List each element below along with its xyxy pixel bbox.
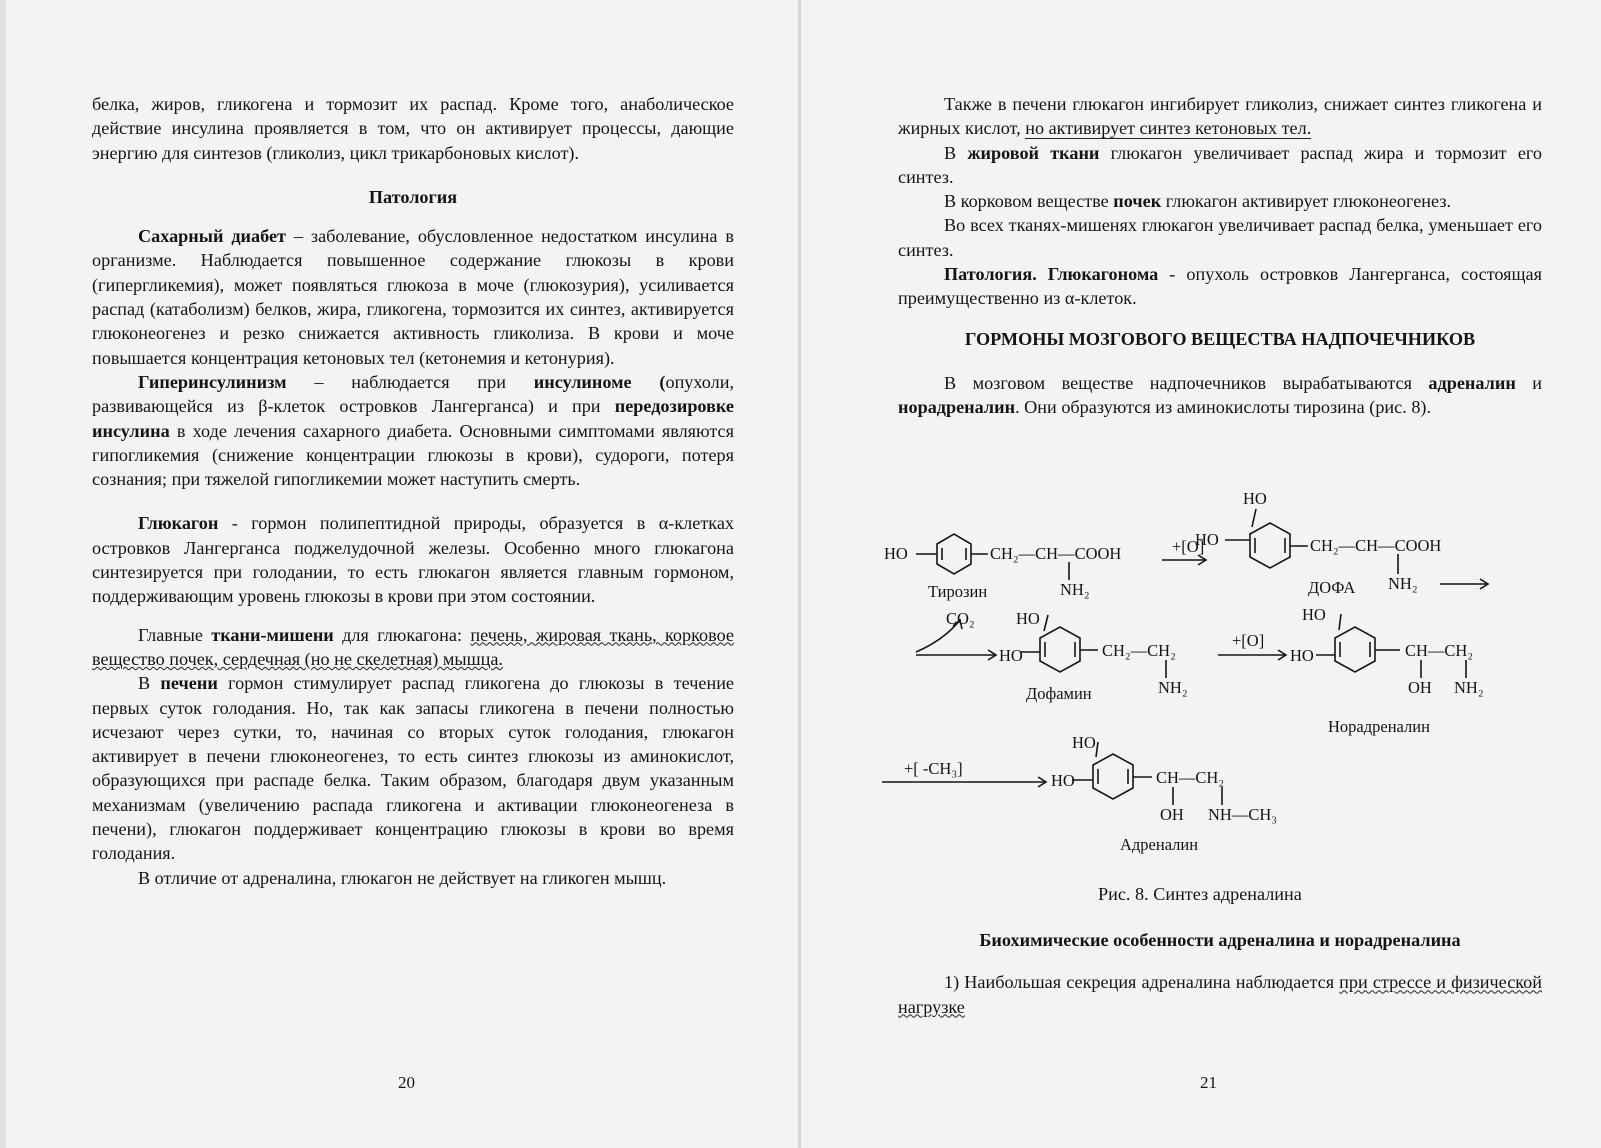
tyrosine-nh2: NH₂ — [1060, 580, 1090, 599]
tyrosine-ho: HO — [884, 544, 908, 563]
glucagon-text: - гормон полипептидной природы, образуется в α-клетках островков Лангерганса поджелудочной железы. Особенно много глюкагона синтезируется при голодании, то есть глюкагон является главным гормоном, поддерживающим уровень глюкозы в крови при этом состоянии. — [92, 513, 734, 607]
all-tissues-paragraph: Во всех тканях-мишенях глюкагон увеличивает распад белка, уменьшает его синтез. — [898, 215, 1542, 260]
target-tissues-paragraph — [92, 623, 734, 672]
fat-text-2: глюкагон увеличивает распад жира и тормозит его синтез. — [898, 142, 1542, 187]
adrenaline-label: Адреналин — [1120, 835, 1199, 854]
adrenaline-oh: OH — [1160, 805, 1184, 824]
point-1-text: 1) Наибольшая секреция адреналина наблюдается — [944, 972, 1340, 993]
diabetes-paragraph — [92, 224, 734, 370]
glucagonoma-paragraph — [898, 262, 1542, 311]
noradrenaline-ring — [1335, 627, 1375, 672]
dopamine-side-chain: CH₂—CH₂ — [1102, 641, 1176, 660]
hyperinsulinism-paragraph — [92, 370, 734, 491]
noradrenaline-side-chain: CH—CH₂ — [1405, 641, 1474, 660]
ketone-bodies-underlined: но активирует синтез кетоновых тел. — [1025, 118, 1312, 139]
target-tissues-list: печень, жировая ткань, корковое вещество почек, сердечная (но не скелетная) мышца. — [92, 624, 734, 669]
kidney-term: почек — [1113, 191, 1162, 212]
page-number-right: 21 — [1200, 1073, 1217, 1092]
tyrosine-side-chain: CH₂—CH—COOH — [990, 544, 1122, 563]
left-page-text — [92, 92, 734, 890]
dopamine-ho-top: HO — [1016, 609, 1040, 628]
dopa-ring — [1250, 523, 1290, 568]
target-tissues-term: ткани-мишени — [211, 624, 334, 645]
medulla-text-1: В мозговом веществе надпочечников вырабатываются — [944, 372, 1429, 393]
glucagon-term: Глюкагон — [138, 513, 219, 534]
fat-text-1: В — [944, 142, 968, 163]
glucagonoma-text: - опухоль островков Лангерганса, состоящая преимущественно из α-клеток. — [898, 264, 1542, 309]
oxidation-label-2: +[O] — [1232, 631, 1265, 650]
dopa-label: ДОФА — [1308, 578, 1356, 597]
adrenal-medulla-paragraph — [898, 371, 1542, 420]
co2-label: CO₂ — [946, 609, 975, 628]
kidney-text-1: В корковом веществе — [944, 191, 1114, 212]
glucagonoma-term: Патология. Глюкагонома — [944, 264, 1159, 285]
oxidation-label-1: +[O] — [1172, 537, 1205, 556]
liver-text-2: гормон стимулирует распад гликогена до глюкозы в течение первых суток голодания. Но, так как запасы гликогена в печени полностью исчезают через сутки, то, начиная со вторых суток голодания, глюкагон активирует в печени глюконеогенез, то есть синтез глюкозы из аминокислот, образующихся при распаде белка. Таким образом, благодаря двум указанным механизмам (увеличению распада гликогена и активации глюконеогенеза в печени), глюкагон поддерживает концентрацию глюкозы в крови во время голодания. — [92, 673, 734, 864]
fat-tissue-term: жировой ткани — [967, 142, 1100, 163]
pathology-heading: Патология — [368, 186, 458, 207]
intro-paragraph: белка, жиров, гликогена и тормозит их распад. Кроме того, анаболическое действие инсулина проявляется в том, что он активирует процессы, дающие энергию для синтезов (гликолиз, цикл трикарбоновых кислот). — [92, 94, 734, 163]
liver-glycolysis-paragraph — [898, 92, 1542, 141]
noradrenaline-oh: OH — [1408, 678, 1432, 697]
liver-paragraph — [92, 671, 734, 865]
adrenaline-synthesis-scheme — [880, 480, 1550, 900]
adrenaline-term: адреналин — [1428, 372, 1516, 393]
medulla-text-2: . Они образуются из аминокислоты тирозина (рис. 8). — [1015, 397, 1432, 418]
noradrenaline-ho-left: HO — [1290, 646, 1314, 665]
overdose-term: передозировке инсулина — [92, 396, 734, 441]
methylation-label: +[ -CH₃] — [904, 759, 963, 778]
tyrosine-label: Тирозин — [928, 582, 988, 601]
point-1-paragraph — [898, 970, 1542, 1019]
noradrenaline-term: норадреналин — [898, 397, 1016, 418]
glucagon-paragraph — [92, 511, 734, 608]
dopamine-label: Дофамин — [1026, 684, 1092, 703]
noradrenaline-nh2: NH₂ — [1454, 678, 1484, 697]
fat-tissue-paragraph — [898, 141, 1542, 190]
targets-text-1: Главные — [138, 624, 212, 645]
medulla-and: и — [1515, 372, 1542, 393]
liver-text-1: В — [138, 673, 161, 694]
adrenaline-ho-left: HO — [1051, 771, 1075, 790]
dopa-side-chain: CH₂—CH—COOH — [1310, 536, 1442, 555]
adrenaline-nh-ch3: NH—CH₃ — [1208, 805, 1278, 824]
right-page-text — [898, 92, 1542, 420]
adrenal-medulla-heading: ГОРМОНЫ МОЗГОВОГО ВЕЩЕСТВА НАДПОЧЕЧНИКОВ — [964, 328, 1476, 349]
noradrenaline-ho-top: HO — [1302, 605, 1326, 624]
hyper-text-3: в ходе лечения сахарного диабета. Основными симптомами являются гипогликемия (снижение концентрации глюкозы в крови), судороги, потеря сознания; при тяжелой гипогликемии может наступить смерть. — [92, 420, 734, 490]
dopamine-ho-left: HO — [999, 646, 1023, 665]
dopa-ho-left: HO — [1195, 530, 1219, 549]
hyper-text-1: – наблюдается при — [286, 371, 534, 392]
liver-term: печени — [160, 673, 218, 694]
adrenaline-ring — [1093, 754, 1133, 799]
diabetes-text: – заболевание, обусловленное недостатком инсулина в организме. Наблюдается повышенное содержание глюкозы в крови (гипергликемия), может появляться глюкоза в моче (глюкозурия), усиливается распад (катаболизм) белков, жира, гликогена, тормозится их синтез, активируется глюконеогенез и резко снижается активность гликолиза. В крови и моче повышается концентрация кетоновых тел (кетонемия и кетонурия). — [92, 226, 734, 368]
right-page-lower-text — [898, 928, 1542, 1019]
liver-glycolysis-text: Также в печени глюкагон ингибирует гликолиз, снижает синтез гликогена и жирных кислот, — [898, 94, 1542, 139]
kidney-paragraph — [898, 189, 1542, 213]
kidney-text-2: глюкагон активирует глюконеогенез. — [1161, 191, 1452, 212]
figure-caption: Рис. 8. Синтез адреналина — [1098, 884, 1302, 904]
page-number-left: 20 — [398, 1073, 415, 1092]
left-page — [0, 0, 798, 1148]
biochemical-features-heading: Биохимические особенности адреналина и норадреналина — [979, 930, 1461, 950]
adrenaline-side-chain: CH—CH₂ — [1156, 768, 1225, 787]
noradrenaline-label: Норадреналин — [1328, 717, 1430, 736]
stress-underlined: при стрессе и физической нагрузке — [898, 972, 1543, 1017]
hyper-text-2: опухоли, развивающейся из β-клеток островков Лангерганса) и при — [92, 371, 734, 417]
hyperinsulinism-term: Гиперинсулинизм — [138, 371, 287, 392]
dopa-ho-top: HO — [1243, 489, 1267, 508]
dopamine-nh2: NH₂ — [1158, 678, 1188, 697]
dopa-nh2: NH₂ — [1388, 574, 1418, 593]
adrenaline-ho-top: HO — [1072, 733, 1096, 752]
dopamine-ring — [1040, 627, 1080, 672]
targets-text-2: для глюкагона: — [333, 624, 471, 645]
adrenaline-difference-paragraph: В отличие от адреналина, глюкагон не действует на гликоген мышц. — [138, 867, 667, 888]
diabetes-term: Сахарный диабет — [138, 226, 286, 247]
insulinoma-term: инсулиноме ( — [533, 371, 666, 392]
